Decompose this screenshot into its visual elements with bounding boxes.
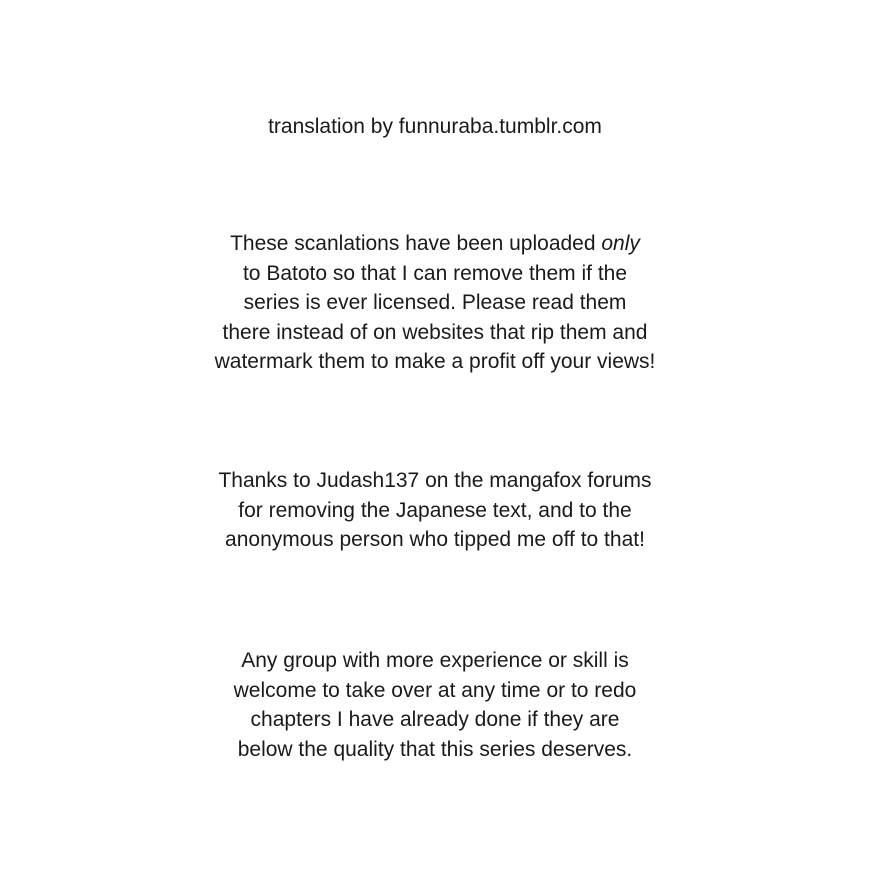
notice-emphasis-only: only bbox=[601, 232, 640, 255]
upload-notice-paragraph bbox=[0, 229, 870, 377]
thanks-paragraph bbox=[0, 466, 870, 555]
thanks-line-2: for removing the Japanese text, and to the bbox=[238, 498, 632, 522]
offer-line-4: below the quality that this series deserves. bbox=[237, 737, 633, 761]
offer-line-3: chapters I have already done if they are bbox=[250, 708, 620, 731]
notice-line-3: series is ever licensed. Please read them bbox=[243, 291, 627, 314]
notice-line-1 bbox=[0, 229, 870, 259]
thanks-line-1: Thanks to Judash137 on the mangafox forums bbox=[218, 469, 652, 492]
offer-line-1: Any group with more experience or skill is bbox=[241, 649, 629, 672]
notice-line-2: to Batoto so that I can remove them if the bbox=[242, 261, 628, 285]
notice-line-5: watermark them to make a profit off your views! bbox=[214, 350, 656, 373]
takeover-offer-paragraph bbox=[0, 646, 870, 764]
translation-credit-line: translation by funnuraba.tumblr.com bbox=[268, 115, 602, 138]
notice-line-1-text: These scanlations have been uploaded bbox=[230, 232, 602, 255]
translation-credit bbox=[0, 112, 870, 142]
thanks-line-3: anonymous person who tipped me off to that! bbox=[225, 528, 645, 551]
offer-line-2: welcome to take over at any time or to redo bbox=[233, 678, 637, 702]
notice-line-4: there instead of on websites that rip them and bbox=[222, 320, 648, 344]
